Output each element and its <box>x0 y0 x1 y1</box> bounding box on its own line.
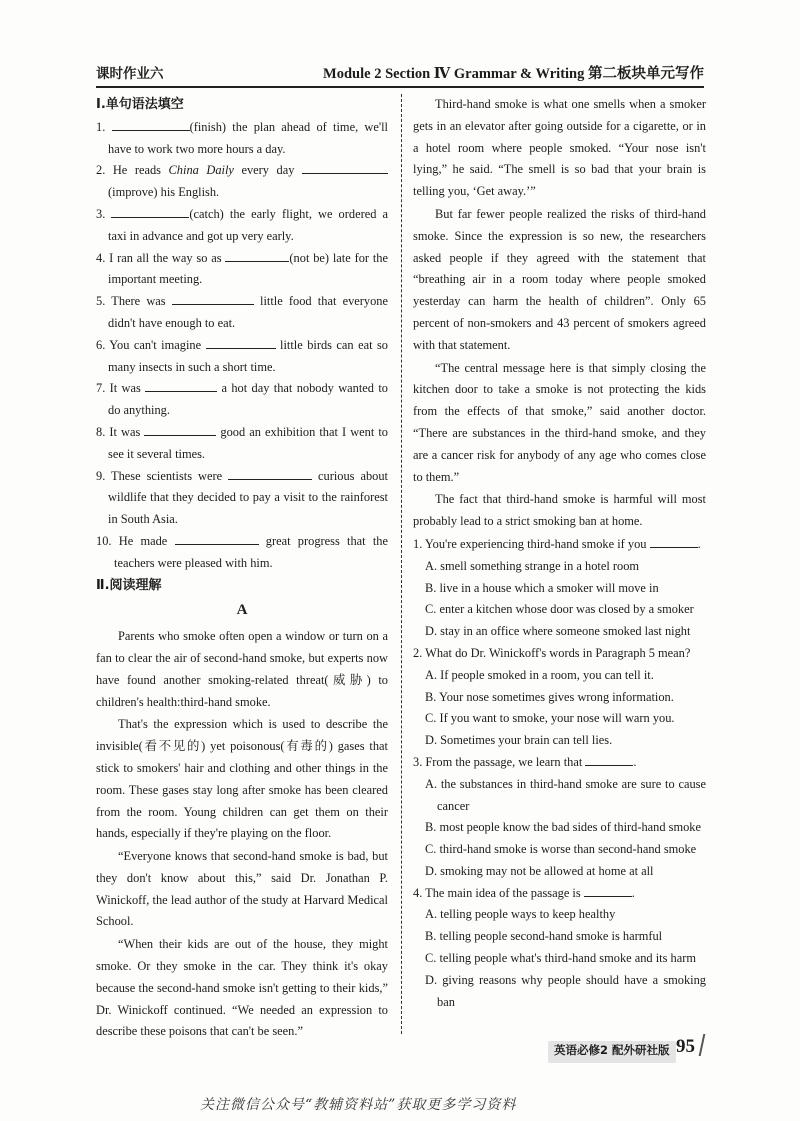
handwritten-note: 关注微信公众号“教辅资料站”获取更多学习资料 <box>200 1097 517 1113</box>
question-2: 2. He reads China Daily every day (improve) his English. <box>96 160 388 204</box>
question-9: 9. These scientists were curious about wildlife that they decided to pay a visit to the rainforest in South Asia. <box>96 466 388 531</box>
answer-blank[interactable] <box>145 378 217 392</box>
option[interactable]: B. most people know the bad sides of third-hand smoke <box>425 820 701 835</box>
option[interactable]: B. Your nose sometimes gives wrong information. <box>425 689 674 704</box>
answer-blank[interactable] <box>172 291 254 305</box>
option[interactable]: D. giving reasons why people should have a smoking ban <box>425 972 706 1009</box>
passage-paragraph: Parents who smoke often open a window or turn on a fan to clear the air of second-hand smoke, but experts now have found another smoking-related threat(威胁) to children's health:third-hand smoke. <box>96 629 388 709</box>
passage-paragraph: “Everyone knows that second-hand smoke is bad, but they don't know about this,” said Dr. Jonathan P. Winickoff, the lead author of the study at Harvard Medical School. <box>96 849 388 929</box>
answer-blank[interactable] <box>206 335 276 349</box>
header-left: 课时作业六 <box>96 66 164 82</box>
answer-blank[interactable] <box>111 204 189 218</box>
question-3: 3. (catch) the early flight, we ordered a taxi in advance and got up very early. <box>96 204 388 248</box>
option[interactable]: C. enter a kitchen whose door was closed by a smoker <box>425 602 694 617</box>
mc-question-2: 2. What do Dr. Winickoff's words in Paragraph 5 mean? <box>413 645 691 660</box>
column-divider <box>401 94 402 1034</box>
option[interactable]: A. telling people ways to keep healthy <box>425 907 616 922</box>
page-number: 95 <box>676 1036 695 1057</box>
passage-label: A <box>236 602 248 619</box>
page-slash-decoration <box>699 1034 706 1056</box>
passage-paragraph: But far fewer people realized the risks of third-hand smoke. Since the expression is so new, the researchers asked people if they agreed with the statement that “breathing air in a room today where people smoked yesterday can harm the health of children”. Only 65 percent of non-smokers and 43 percent of smokers agreed with that statement. <box>413 206 706 352</box>
answer-blank[interactable] <box>584 883 632 897</box>
mc-question-3: 3. From the passage, we learn that . <box>413 752 706 774</box>
answer-blank[interactable] <box>228 466 312 480</box>
answer-blank[interactable] <box>225 248 289 262</box>
option[interactable]: A. If people smoked in a room, you can tell it. <box>425 667 654 682</box>
question-4: 4. I ran all the way so as (not be) late for the important meeting. <box>96 248 388 292</box>
option[interactable]: A. the substances in third-hand smoke are sure to cause cancer <box>425 776 706 813</box>
answer-blank[interactable] <box>302 160 388 174</box>
passage-paragraph: “When their kids are out of the house, they might smoke. Or they smoke in the car. They think it's okay because the second-hand smoke isn't getting to their kids,” Dr. Winickoff continued. “We needed an expression to describe these poisons that can't be seen.” <box>96 937 388 1039</box>
mc-question-4: 4. The main idea of the passage is . <box>413 883 706 905</box>
question-5: 5. There was little food that everyone didn't have enough to eat. <box>96 291 388 335</box>
option[interactable]: D. stay in an office where someone smoked last night <box>425 624 691 639</box>
option[interactable]: B. telling people second-hand smoke is harmful <box>425 929 663 944</box>
option[interactable]: C. telling people what's third-hand smoke and its harm <box>425 951 696 966</box>
passage-paragraph: “The central message here is that simply closing the kitchen door to take a smoke is not protecting the kids from the effects of that smoke,” said another doctor. “There are substances in the third-hand smoke, and they are a cancer risk for anybody of any age who comes close to them.” <box>413 360 706 484</box>
option[interactable]: C. third-hand smoke is worse than second-hand smoke <box>425 842 697 857</box>
mc-question-1: 1. You're experiencing third-hand smoke if you . <box>413 534 706 556</box>
header-rule <box>96 86 704 88</box>
header-right: Module 2 Section Ⅳ Grammar & Writing 第二板块单元写作 <box>323 66 704 82</box>
answer-blank[interactable] <box>650 534 698 548</box>
left-column <box>96 94 388 1044</box>
option[interactable]: D. Sometimes your brain can tell lies. <box>425 733 613 748</box>
question-10: 10. He made great progress that the teachers were pleased with him. <box>96 531 388 575</box>
option[interactable]: D. smoking may not be allowed at home at all <box>425 863 654 878</box>
section1-title: Ⅰ.单句语法填空 <box>96 97 184 112</box>
right-column <box>413 94 706 1013</box>
section2-title: Ⅱ.阅读理解 <box>96 577 162 593</box>
option[interactable]: A. smell something strange in a hotel room <box>425 558 640 573</box>
option[interactable]: C. If you want to smoke, your nose will warn you. <box>425 711 675 726</box>
question-7: 7. It was a hot day that nobody wanted to do anything. <box>96 378 388 422</box>
answer-blank[interactable] <box>144 422 216 436</box>
answer-blank[interactable] <box>112 117 190 131</box>
book-tag: 英语必修2 配外研社版 <box>548 1041 676 1063</box>
passage-paragraph: Third-hand smoke is what one smells when a smoker gets in an elevator after going outside for a cigarette, or in a hotel room where people smoked. “Your nose isn't lying,” he said. “The smell is so bad that your brain is telling you, ‘Get away.’” <box>413 97 706 199</box>
question-6: 6. You can't imagine little birds can eat so many insects in such a short time. <box>96 335 388 379</box>
question-1: 1. (finish) the plan ahead of time, we'll have to work two more hours a day. <box>96 117 388 161</box>
page-header <box>96 62 704 86</box>
answer-blank[interactable] <box>585 752 633 766</box>
passage-paragraph: That's the expression which is used to describe the invisible(看不见的) yet poisonous(有毒的) gases that stick to smokers' hair and clothing and other things in the room. These gases stay long after smoke has been cleared from the room. Young children can get them on their hands, especially if they're playing on the floor. <box>96 717 388 841</box>
answer-blank[interactable] <box>175 531 259 545</box>
question-8: 8. It was good an exhibition that I went to see it several times. <box>96 422 388 466</box>
passage-paragraph: The fact that third-hand smoke is harmful will most probably lead to a strict smoking ban at home. <box>413 492 706 529</box>
option[interactable]: B. live in a house which a smoker will move in <box>425 580 659 595</box>
